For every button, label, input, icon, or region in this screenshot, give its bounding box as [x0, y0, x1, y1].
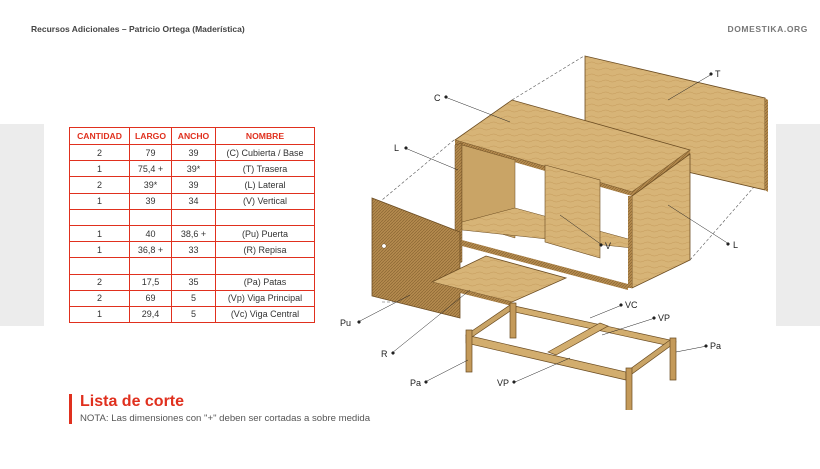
label-t: T — [715, 69, 721, 79]
label-pa-left: Pa — [410, 378, 422, 388]
table-cell: (R) Repisa — [216, 242, 315, 258]
section-title: Lista de corte — [80, 393, 185, 410]
label-v: V — [605, 241, 612, 251]
header-largo: LARGO — [130, 128, 172, 145]
door-knob-hole — [382, 244, 386, 248]
table-cell: (T) Trasera — [216, 161, 315, 177]
left-side-band — [0, 124, 44, 326]
table-cell: (V) Vertical — [216, 193, 315, 209]
table-cell: (Vp) Viga Principal — [216, 290, 315, 306]
table-row — [70, 242, 315, 258]
label-vp-bottom: VP — [497, 378, 510, 388]
table-cell: 2 — [70, 274, 130, 290]
title-accent-bar — [69, 394, 72, 424]
table-row — [70, 193, 315, 209]
table-cell — [172, 258, 216, 274]
table-cell: (L) Lateral — [216, 177, 315, 193]
label-pu: Pu — [340, 318, 352, 328]
table-cell: 40 — [130, 225, 172, 241]
label-vc: VC — [625, 300, 638, 310]
table-cell — [70, 258, 130, 274]
label-l-right: L — [733, 240, 739, 250]
table-cell: 5 — [172, 306, 216, 322]
table-cell: 33 — [172, 242, 216, 258]
table-row — [70, 306, 315, 322]
table-cell: 17,5 — [130, 274, 172, 290]
table-cell: 36,8 + — [130, 242, 172, 258]
table-cell: 39 — [130, 193, 172, 209]
table-cell — [216, 209, 315, 225]
table-cell: 39* — [172, 161, 216, 177]
table-row — [70, 145, 315, 161]
table-cell — [130, 209, 172, 225]
table-cell — [216, 258, 315, 274]
table-cell: 2 — [70, 177, 130, 193]
table-cell: 1 — [70, 161, 130, 177]
header-nombre: NOMBRE — [216, 128, 315, 145]
table-cell: 79 — [130, 145, 172, 161]
table-cell: 2 — [70, 290, 130, 306]
header-ancho: ANCHO — [172, 128, 216, 145]
table-cell: (Vc) Viga Central — [216, 306, 315, 322]
table-row — [70, 274, 315, 290]
table-cell: 69 — [130, 290, 172, 306]
table-cell — [172, 209, 216, 225]
table-cell: (Pa) Patas — [216, 274, 315, 290]
table-row — [70, 177, 315, 193]
vertical-panel-v — [545, 165, 600, 258]
table-cell: 34 — [172, 193, 216, 209]
table-cell: 39 — [172, 177, 216, 193]
header-title: Recursos Adicionales – Patricio Ortega (Maderística) — [31, 24, 245, 34]
table-cell — [130, 258, 172, 274]
table-cell: 75,4 + — [130, 161, 172, 177]
table-cell: 1 — [70, 193, 130, 209]
table-cell: 2 — [70, 145, 130, 161]
table-row — [70, 258, 315, 274]
table-cell: 5 — [172, 290, 216, 306]
table-cell: 39* — [130, 177, 172, 193]
label-r: R — [381, 349, 388, 359]
table-cell: 1 — [70, 306, 130, 322]
table-cell: (Pu) Puerta — [216, 225, 315, 241]
table-row — [70, 290, 315, 306]
header-cantidad: CANTIDAD — [70, 128, 130, 145]
right-side-band — [776, 124, 820, 326]
table-row — [70, 209, 315, 225]
table-row — [70, 161, 315, 177]
table-cell: 1 — [70, 242, 130, 258]
table-cell: 38,6 + — [172, 225, 216, 241]
cut-list-table — [69, 127, 315, 323]
label-l-left: L — [394, 143, 400, 153]
table-cell: 1 — [70, 225, 130, 241]
exploded-furniture-drawing — [330, 50, 770, 410]
base-frame — [466, 303, 676, 410]
label-vp-top: VP — [658, 313, 671, 323]
table-header-row — [70, 128, 315, 145]
table-cell: 29,4 — [130, 306, 172, 322]
table-cell — [70, 209, 130, 225]
section-note: NOTA: Las dimensiones con "+" deben ser cortadas a sobre medida — [80, 413, 371, 424]
table-row — [70, 225, 315, 241]
table-cell: (C) Cubierta / Base — [216, 145, 315, 161]
domestika-brand[interactable]: DOMESTIKA.ORG — [727, 24, 808, 34]
table-cell: 39 — [172, 145, 216, 161]
label-c: C — [434, 93, 441, 103]
label-pa-right: Pa — [710, 341, 722, 351]
door-panel-pu — [372, 198, 460, 318]
table-cell: 35 — [172, 274, 216, 290]
